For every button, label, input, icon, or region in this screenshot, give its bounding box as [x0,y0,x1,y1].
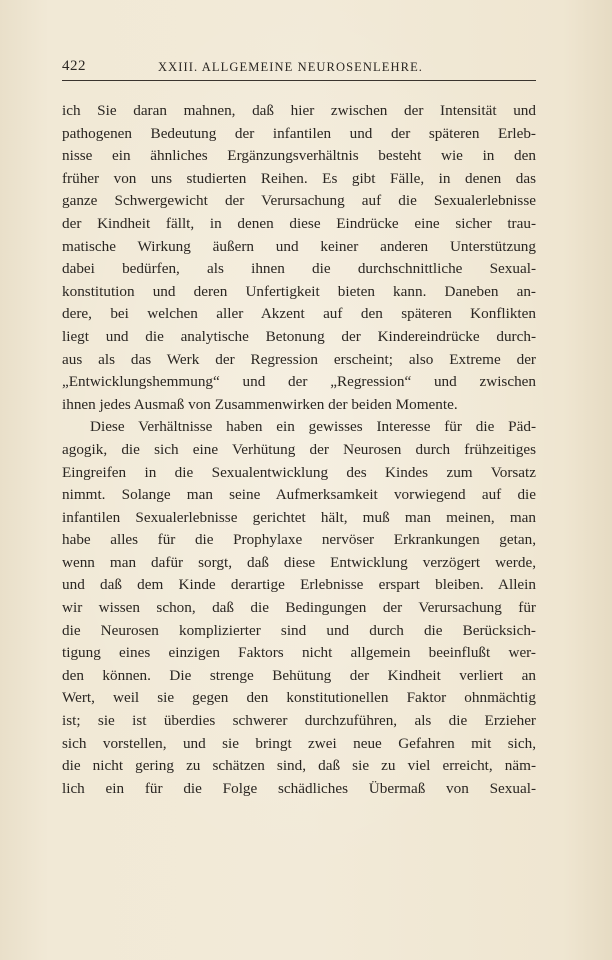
page-header [62,58,536,80]
text-line: ihnen jedes Ausmaß von Zusammenwirken der beiden Momente. [62,395,458,413]
text-line: die Neurosen komplizierter sind und durch die Berücksich- [62,621,536,639]
text-line: nisse ein ähnliches Ergänzungsverhältnis besteht wie in den [62,147,536,165]
text-line: dere, bei welchen aller Akzent auf den späteren Konflikten [62,305,536,323]
text-line: und daß dem Kinde derartige Erlebnisse erspart bleiben. Allein [62,576,536,594]
running-title: XXIII. ALLGEMEINE NEUROSENLEHRE. [158,60,424,74]
text-line: habe alles für die Prophylaxe nervöser Erkrankungen getan, [62,531,536,549]
text-line: matische Wirkung äußern und keiner anderen Unterstützung [62,237,536,255]
text-line: ist; sie ist überdies schwerer durchzuführen, als die Erzieher [62,712,536,730]
text-line: wir wissen schon, daß die Bedingungen der Verursachung für [62,599,536,617]
text-line: Diese Verhältnisse haben ein gewisses Interesse für die Päd- [90,418,536,436]
text-line: ich Sie daran mahnen, daß hier zwischen der Intensität und [62,102,536,119]
text-line: „Entwicklungshemmung“ und der „Regression“ und zwischen [62,373,536,391]
text-line: Wert, weil sie gegen den konstitutionellen Faktor ohnmächtig [62,689,536,707]
header-rule [62,80,536,81]
text-line: lich ein für die Folge schädliches Übermaß von Sexual- [62,779,536,797]
text-line: ganze Schwergewicht der Verursachung auf die Sexualerlebnisse [62,192,536,210]
text-line: pathogenen Bedeutung der infantilen und der späteren Erleb- [62,124,536,142]
text-line: aus als das Werk der Regression erscheint; also Extreme der [62,350,536,368]
text-line: konstitution und deren Unfertigkeit bieten kann. Daneben an- [62,282,536,300]
text-line: früher von uns studierten Reihen. Es gibt Fälle, in denen das [62,169,536,187]
text-line: wenn man dafür sorgt, daß diese Entwicklung verzögert werde, [62,553,536,571]
text-line: Eingreifen in die Sexualentwicklung des Kindes zum Vorsatz [62,463,536,481]
text-line: agogik, die sich eine Verhütung der Neurosen durch frühzeitiges [62,440,536,458]
text-line: liegt und die analytische Betonung der Kindereindrücke durch- [62,327,536,345]
text-line: sich vorstellen, und sie bringt zwei neue Gefahren mit sich, [62,734,536,752]
text-line: die nicht gering zu schätzen sind, daß sie zu viel erreicht, näm- [62,757,536,775]
text-line: infantilen Sexualerlebnisse gerichtet hält, muß man meinen, man [62,508,536,526]
text-line: tigung eines einzigen Faktors nicht allgemein beeinflußt wer- [62,644,536,662]
text-line: dabei bedürfen, als ihnen die durchschnittliche Sexual- [62,260,536,278]
body-text [62,100,536,800]
text-line: der Kindheit fällt, in denen diese Eindrücke eine sicher trau- [62,214,536,232]
text-line: den können. Die strenge Behütung der Kindheit verliert an [62,666,536,684]
page-number: 422 [62,58,86,74]
text-line: nimmt. Solange man seine Aufmerksamkeit vorwiegend auf die [62,486,536,504]
